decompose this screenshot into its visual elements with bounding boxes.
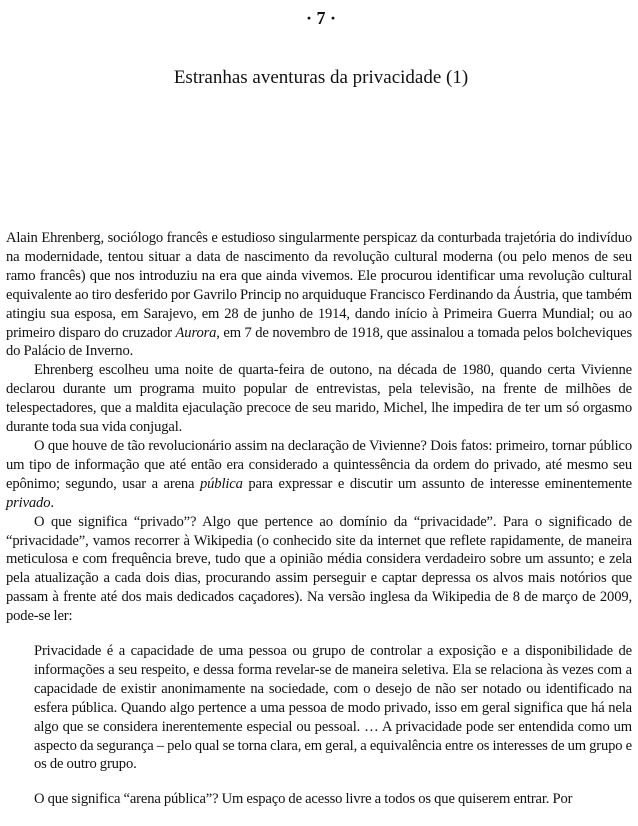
chapter-title: Estranhas aventuras da privacidade (1) <box>173 67 469 88</box>
text-run: , em 7 de novembro de 1918, que assinalou a tomada pelos bolcheviques do Palácio de Inverno. <box>6 324 632 360</box>
chapter-number: · 7 · <box>305 8 336 28</box>
italic-word: privado <box>6 494 51 511</box>
paragraph-1 <box>6 229 632 361</box>
italic-ship-name: Aurora <box>175 324 217 341</box>
text-run: Ehrenberg escolheu uma noite de quarta-feira de outono, na década de 1980, quando certa Vivienne declarou durante um programa muito popular de entrevistas, pela televisão, na frente de milhões de telespectadores, que a maldita ejaculação precoce de seu marido, Michel, lhe impedira de ter um só orgasmo durante toda sua vida conjugal. <box>6 362 632 436</box>
text-run: O que houve de tão revolucionário assim na declaração de Vivienne? Dois fatos: primeiro, tornar público um tipo de informação que até então era considerado a quintessência da ordem do privado, até mesmo seu epônimo; segundo, usar a arena <box>6 437 632 492</box>
block-quote: Privacidade é a capacidade de uma pessoa ou grupo de controlar a exposição e a disponibilidade de informações a seu respeito, e dessa forma revelar-se de maneira seletiva. Ela se relaciona às vezes com a capacidade de existir anonimamente na sociedade, com o desejo de não ser notado ou identificado na esfera pública. Quando algo pertence a uma pessoa de modo privado, isso em geral significa que há nela algo que se considera inerentemente especial ou pessoal. … A privacidade pode ser entendida como um aspecto da segurança – pelo qual se torna clara, em geral, a equivalência entre os interesses de um grupo e os de outro grupo. <box>34 643 632 773</box>
paragraph-3 <box>6 437 632 513</box>
paragraph-2 <box>6 361 632 437</box>
italic-word: pública <box>200 475 243 492</box>
text-run: para expressar e discutir um assunto de interesse eminentemente <box>242 475 632 492</box>
paragraph-4 <box>6 513 632 626</box>
text-run: . <box>50 494 54 511</box>
text-run: O que significa “privado”? Algo que pertence ao domínio da “privacidade”. Para o significado de “privacidade”, vamos recorrer à Wikipedia (o conhecido site da internet que reflete rapidamente, de maneira meticulosa e com frequência breve, tudo que a opinião média considera verdadeiro sobre um assunto; e zela pela atualização a cada dois dias, procurando assim perseguir e captar depressa os alvos mais notórios que passam à frente até dos mais dedicados caçadores). Na versão inglesa da Wikipedia de 8 de março de 2009, pode-se ler: <box>6 513 632 625</box>
text-run: Alain Ehrenberg, sociólogo francês e estudioso singularmente perspicaz da conturbada trajetória do indivíduo na modernidade, tentou situar a data de nascimento da revolução cultural moderna (ou pelo menos de seu ramo francês) que nos introduziu na era que ainda vivemos. Ele procurou identificar uma revolução cultural equivalente ao tiro desferido por Gavrilo Princip no arquiduque Francisco Ferdinando da Áustria, que também atingiu sua esposa, em Sarajevo, em 28 de junho de 1914, dando início à Primeira Guerra Mundial; ou ao primeiro disparo do cruzador <box>6 230 632 341</box>
paragraph-5: O que significa “arena pública”? Um espaço de acesso livre a todos os que quiserem entrar. Por <box>34 791 573 808</box>
body-text <box>6 229 632 809</box>
